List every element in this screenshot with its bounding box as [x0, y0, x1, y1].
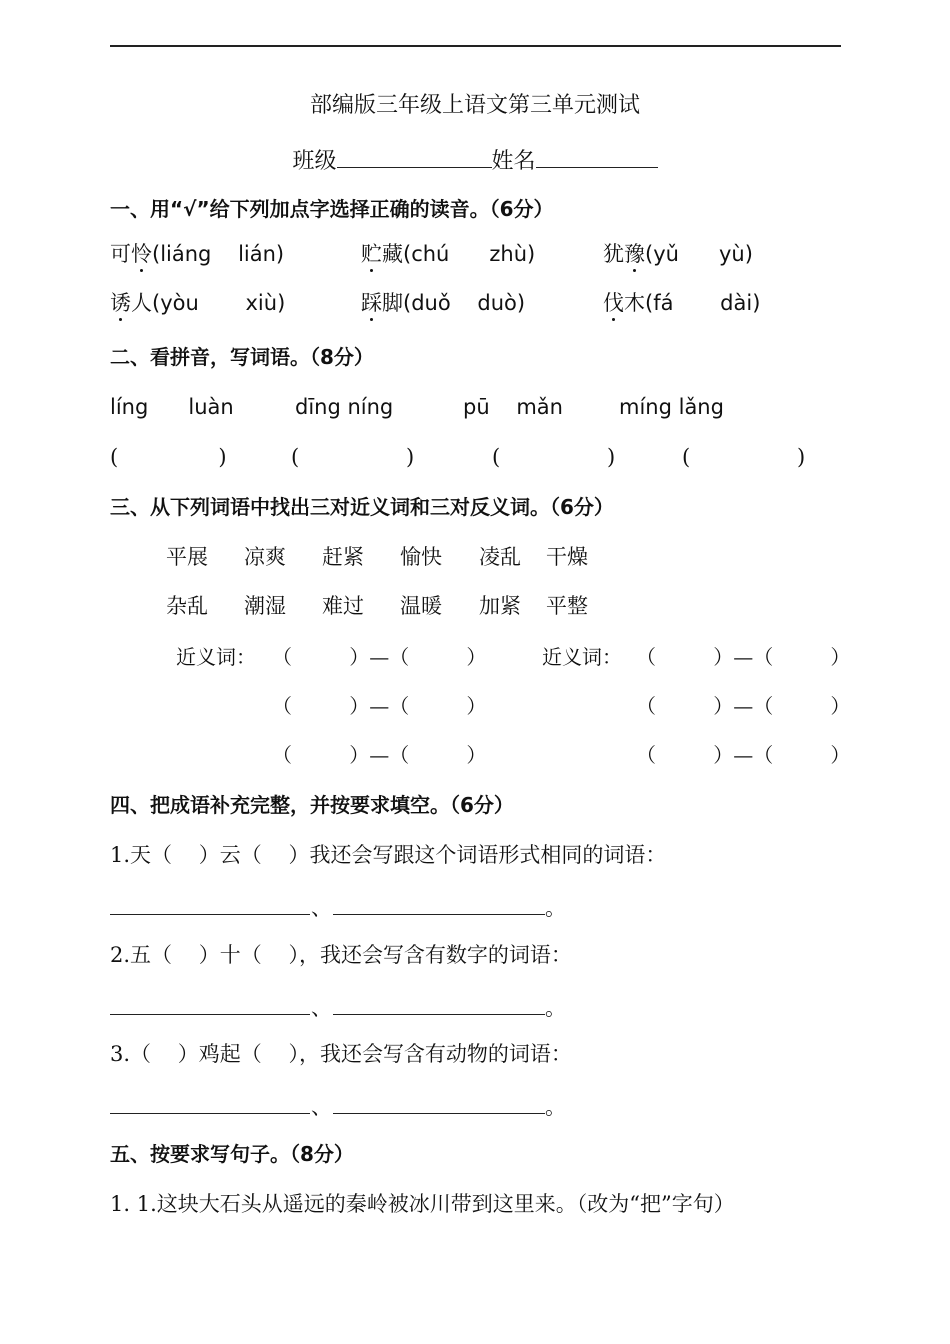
- answer-line[interactable]: [333, 1014, 545, 1015]
- name-label: 姓名: [491, 149, 536, 174]
- pronunciation-item: 可怜(liáng lián): [110, 242, 285, 266]
- pronunciation-item: 贮藏(chú zhù): [361, 242, 536, 266]
- pinyin-word: dīng níng: [295, 395, 394, 419]
- question-4-3: 3.（ ）鸡起（ ），我还会写含有动物的词语：: [110, 1042, 572, 1066]
- word: 温暖: [400, 594, 442, 618]
- answer-bracket[interactable]: ( ): [682, 445, 806, 469]
- pair-blank[interactable]: （ ）—（ ）: [272, 694, 487, 718]
- pronunciation-item: 犹豫(yǔ yù): [603, 242, 753, 266]
- answer-bracket[interactable]: ( ): [110, 445, 227, 469]
- word: 凌乱: [479, 545, 521, 569]
- pinyin-options[interactable]: (yǔ yù): [645, 242, 753, 266]
- pinyin-options[interactable]: (duǒ duò): [403, 291, 526, 315]
- separator: 、: [311, 896, 332, 920]
- section-4-heading: 四、把成语补充完整，并按要求填空。（6分）: [110, 793, 514, 817]
- dotted-char: 诱: [110, 291, 131, 315]
- pair-blank[interactable]: （ ）—（ ）: [636, 645, 851, 669]
- separator: 。: [545, 896, 566, 920]
- answer-line[interactable]: [110, 914, 310, 915]
- pinyin-word: líng luàn: [110, 395, 234, 419]
- pinyin-options[interactable]: (chú zhù): [403, 242, 536, 266]
- word: 愉快: [400, 545, 442, 569]
- question-5-1: 1. 1.这块大石头从遥远的秦岭被冰川带到这里来。（改为“把”字句）: [110, 1192, 735, 1216]
- dotted-char: 怜: [131, 242, 152, 266]
- pinyin-options[interactable]: (yòu xiù): [152, 291, 286, 315]
- answer-line[interactable]: [333, 914, 545, 915]
- separator: 。: [545, 996, 566, 1020]
- pinyin-word: pū mǎn: [463, 395, 563, 419]
- section-5-heading: 五、按要求写句子。（8分）: [110, 1142, 354, 1166]
- class-blank[interactable]: [337, 147, 492, 168]
- class-label: 班级: [292, 149, 337, 174]
- dotted-char: 贮: [361, 242, 382, 266]
- dotted-char: 豫: [624, 242, 645, 266]
- separator: 、: [311, 996, 332, 1020]
- question-4-2: 2.五（ ）十（ ），我还会写含有数字的词语：: [110, 943, 572, 967]
- answer-line[interactable]: [110, 1014, 310, 1015]
- separator: 、: [311, 1095, 332, 1119]
- answer-line[interactable]: [110, 1113, 310, 1114]
- pair-blank[interactable]: （ ）—（ ）: [636, 694, 851, 718]
- pinyin-options[interactable]: (liáng lián): [152, 242, 285, 266]
- word: 难过: [322, 594, 364, 618]
- word: 凉爽: [244, 545, 286, 569]
- answer-line[interactable]: [333, 1113, 545, 1114]
- question-4-1: 1.天（ ）云（ ）我还会写跟这个词语形式相同的词语：: [110, 843, 667, 867]
- pinyin-options[interactable]: (fá dài): [645, 291, 761, 315]
- page-title: 部编版三年级上语文第三单元测试: [309, 93, 640, 118]
- section-3-heading: 三、从下列词语中找出三对近义词和三对反义词。（6分）: [110, 495, 614, 519]
- section-1-heading: 一、用“√”给下列加点字选择正确的读音。（6分）: [110, 197, 554, 221]
- dotted-char: 踩: [361, 291, 382, 315]
- word: 干燥: [546, 545, 588, 569]
- top-rule: [110, 45, 841, 47]
- word: 平展: [166, 545, 208, 569]
- pair-blank[interactable]: （ ）—（ ）: [636, 743, 851, 767]
- pair-blank[interactable]: （ ）—（ ）: [272, 743, 487, 767]
- synonym-label-right: 近义词：: [542, 645, 622, 669]
- word: 赶紧: [322, 545, 364, 569]
- word: 潮湿: [244, 594, 286, 618]
- pronunciation-item: 伐木(fá dài): [603, 291, 761, 315]
- pinyin-word: míng lǎng: [619, 395, 724, 419]
- student-info: [0, 147, 950, 173]
- word: 平整: [546, 594, 588, 618]
- synonym-label-left: 近义词：: [176, 645, 256, 669]
- pronunciation-item: 踩脚(duǒ duò): [361, 291, 526, 315]
- answer-bracket[interactable]: ( ): [291, 445, 415, 469]
- pair-blank[interactable]: （ ）—（ ）: [272, 645, 487, 669]
- answer-bracket[interactable]: ( ): [492, 445, 616, 469]
- word: 杂乱: [166, 594, 208, 618]
- separator: 。: [545, 1095, 566, 1119]
- pronunciation-item: 诱人(yòu xiù): [110, 291, 286, 315]
- section-2-heading: 二、看拼音，写词语。（8分）: [110, 345, 374, 369]
- word: 加紧: [479, 594, 521, 618]
- dotted-char: 伐: [603, 291, 624, 315]
- name-blank[interactable]: [536, 147, 658, 168]
